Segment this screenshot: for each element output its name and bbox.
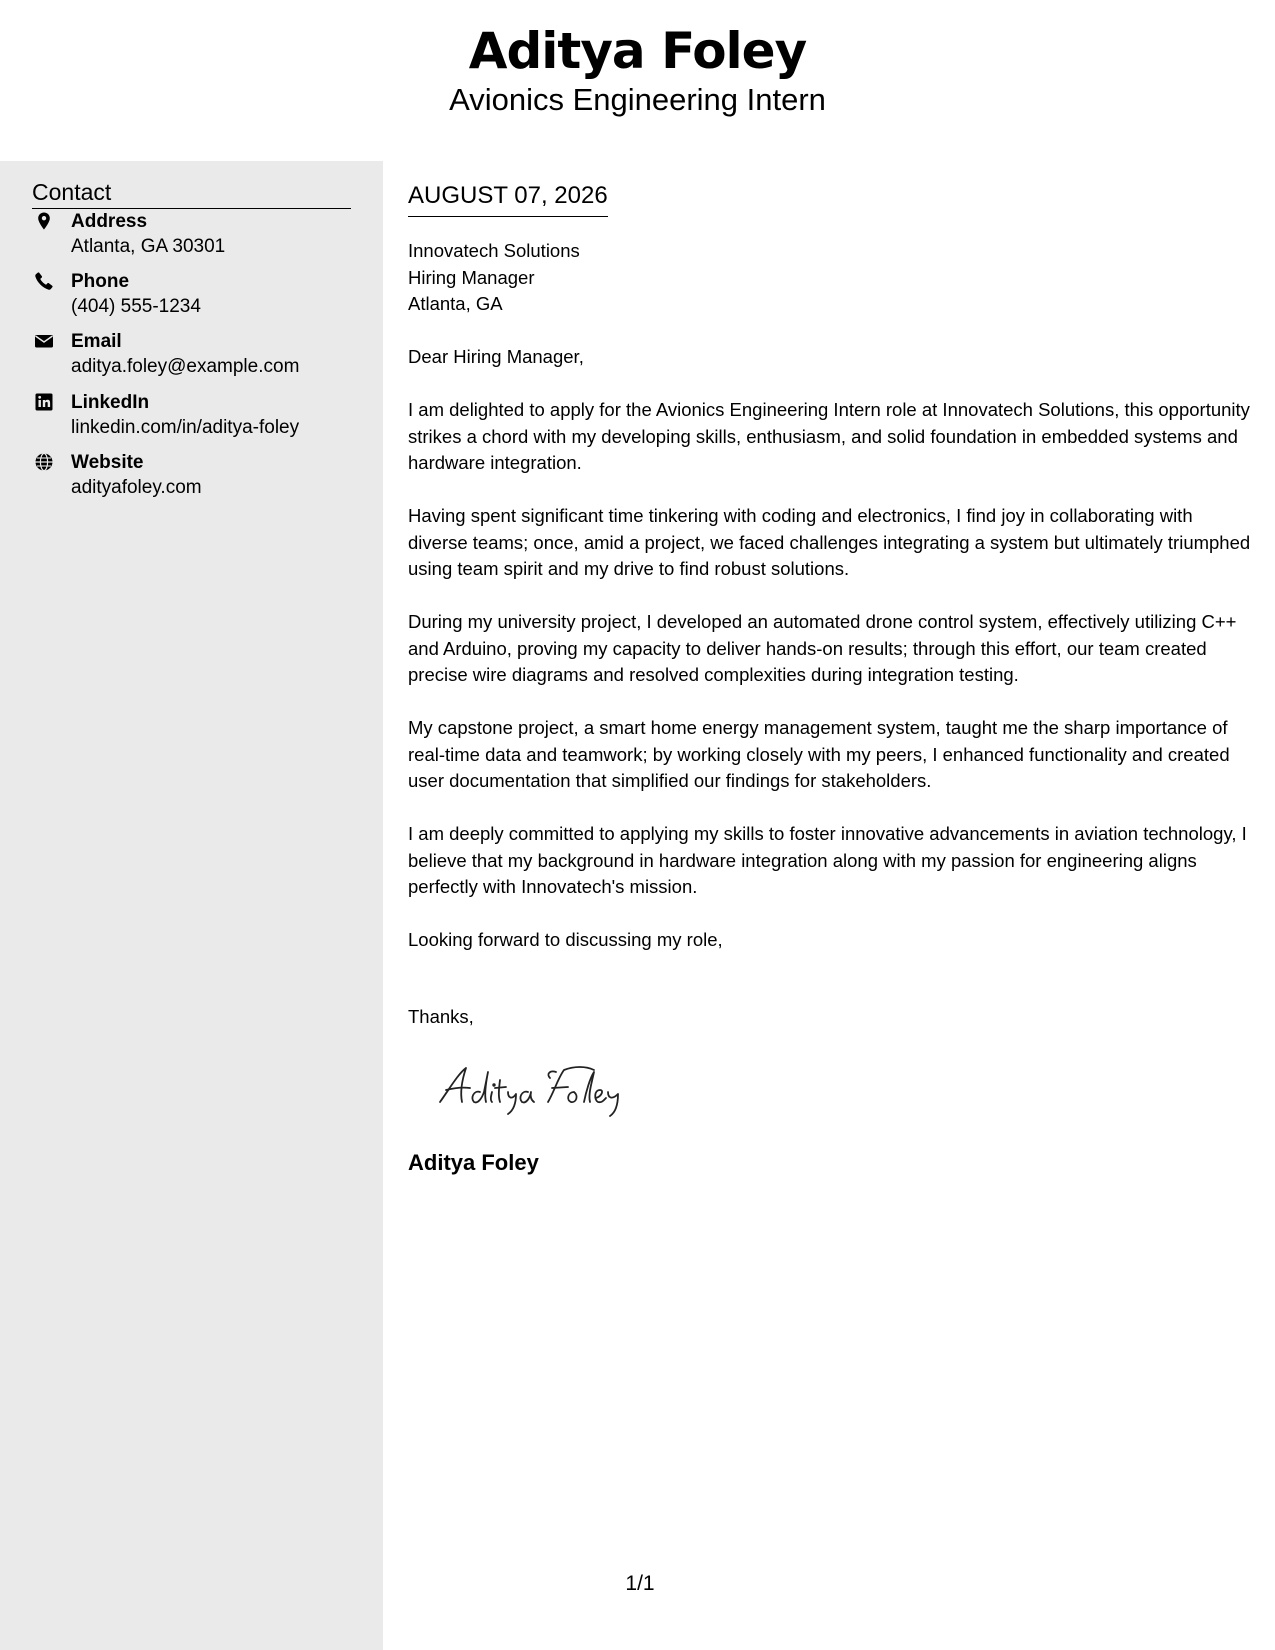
website-value: adityafoley.com (71, 477, 202, 498)
address-label: Address (71, 211, 148, 232)
contact-heading: Contact (32, 177, 351, 209)
letter-paragraph: I am deeply committed to applying my skills to foster innovative advancements in aviation technology, I believe that my background in hardware integration along with my passion for engineering aligns perfectly with Innovatech's mission. (408, 823, 1247, 897)
email-label: Email (71, 331, 122, 352)
page-number: 1/1 (625, 1572, 655, 1595)
address-value: Atlanta, GA 30301 (71, 236, 226, 257)
handwritten-signature (436, 1058, 646, 1118)
letter-paragraph: Looking forward to discussing my role, (408, 929, 723, 950)
applicant-name: Aditya Foley (468, 22, 807, 80)
map-pin-icon (34, 211, 54, 231)
contact-sidebar (0, 161, 383, 1650)
phone-icon (34, 271, 54, 291)
phone-label: Phone (71, 271, 130, 292)
recipient-block (408, 238, 1253, 318)
email-value: aditya.foley@example.com (71, 356, 300, 377)
letter-paragraph: My capstone project, a smart home energy management system, taught me the sharp importance of real-time data and teamwork; by working closely with my peers, I enhanced functionality and created user documentation that simplified our findings for stakeholders. (408, 717, 1230, 791)
letter-paragraph: Having spent significant time tinkering with coding and electronics, I find joy in collaborating with diverse teams; once, amid a project, we faced challenges integrating a system but ultimately triumphed using team spirit and my drive to find robust solutions. (408, 505, 1251, 579)
signer-name: Aditya Foley (408, 1150, 539, 1175)
globe-icon (34, 452, 54, 472)
letter-paragraph: I am delighted to apply for the Avionics Engineering Intern role at Innovatech Solutions, this opportunity strikes a chord with my developing skills, enthusiasm, and solid foundation in embedded systems and hardware integration. (408, 399, 1250, 473)
salutation: Dear Hiring Manager, (408, 346, 584, 367)
applicant-role: Avionics Engineering Intern (449, 82, 826, 117)
letter-paragraph: During my university project, I developed an automated drone control system, effectively utilizing C++ and Arduino, proving my capacity to deliver hands-on results; through this effort, our team created precise wire diagrams and resolved complexities during integration testing. (408, 611, 1237, 685)
recipient-location: Atlanta, GA (408, 293, 503, 314)
linkedin-value: linkedin.com/in/aditya-foley (71, 417, 300, 438)
website-label: Website (71, 452, 144, 473)
letter-body (408, 344, 1253, 980)
recipient-title: Hiring Manager (408, 266, 535, 288)
recipient-company: Innovatech Solutions (408, 240, 580, 261)
envelope-icon (34, 331, 54, 351)
phone-value: (404) 555-1234 (71, 296, 201, 317)
linkedin-label: LinkedIn (71, 392, 150, 413)
letter-closing: Thanks, (408, 1006, 474, 1027)
letter-date: AUGUST 07, 2026 (408, 180, 608, 217)
linkedin-icon (34, 392, 54, 412)
